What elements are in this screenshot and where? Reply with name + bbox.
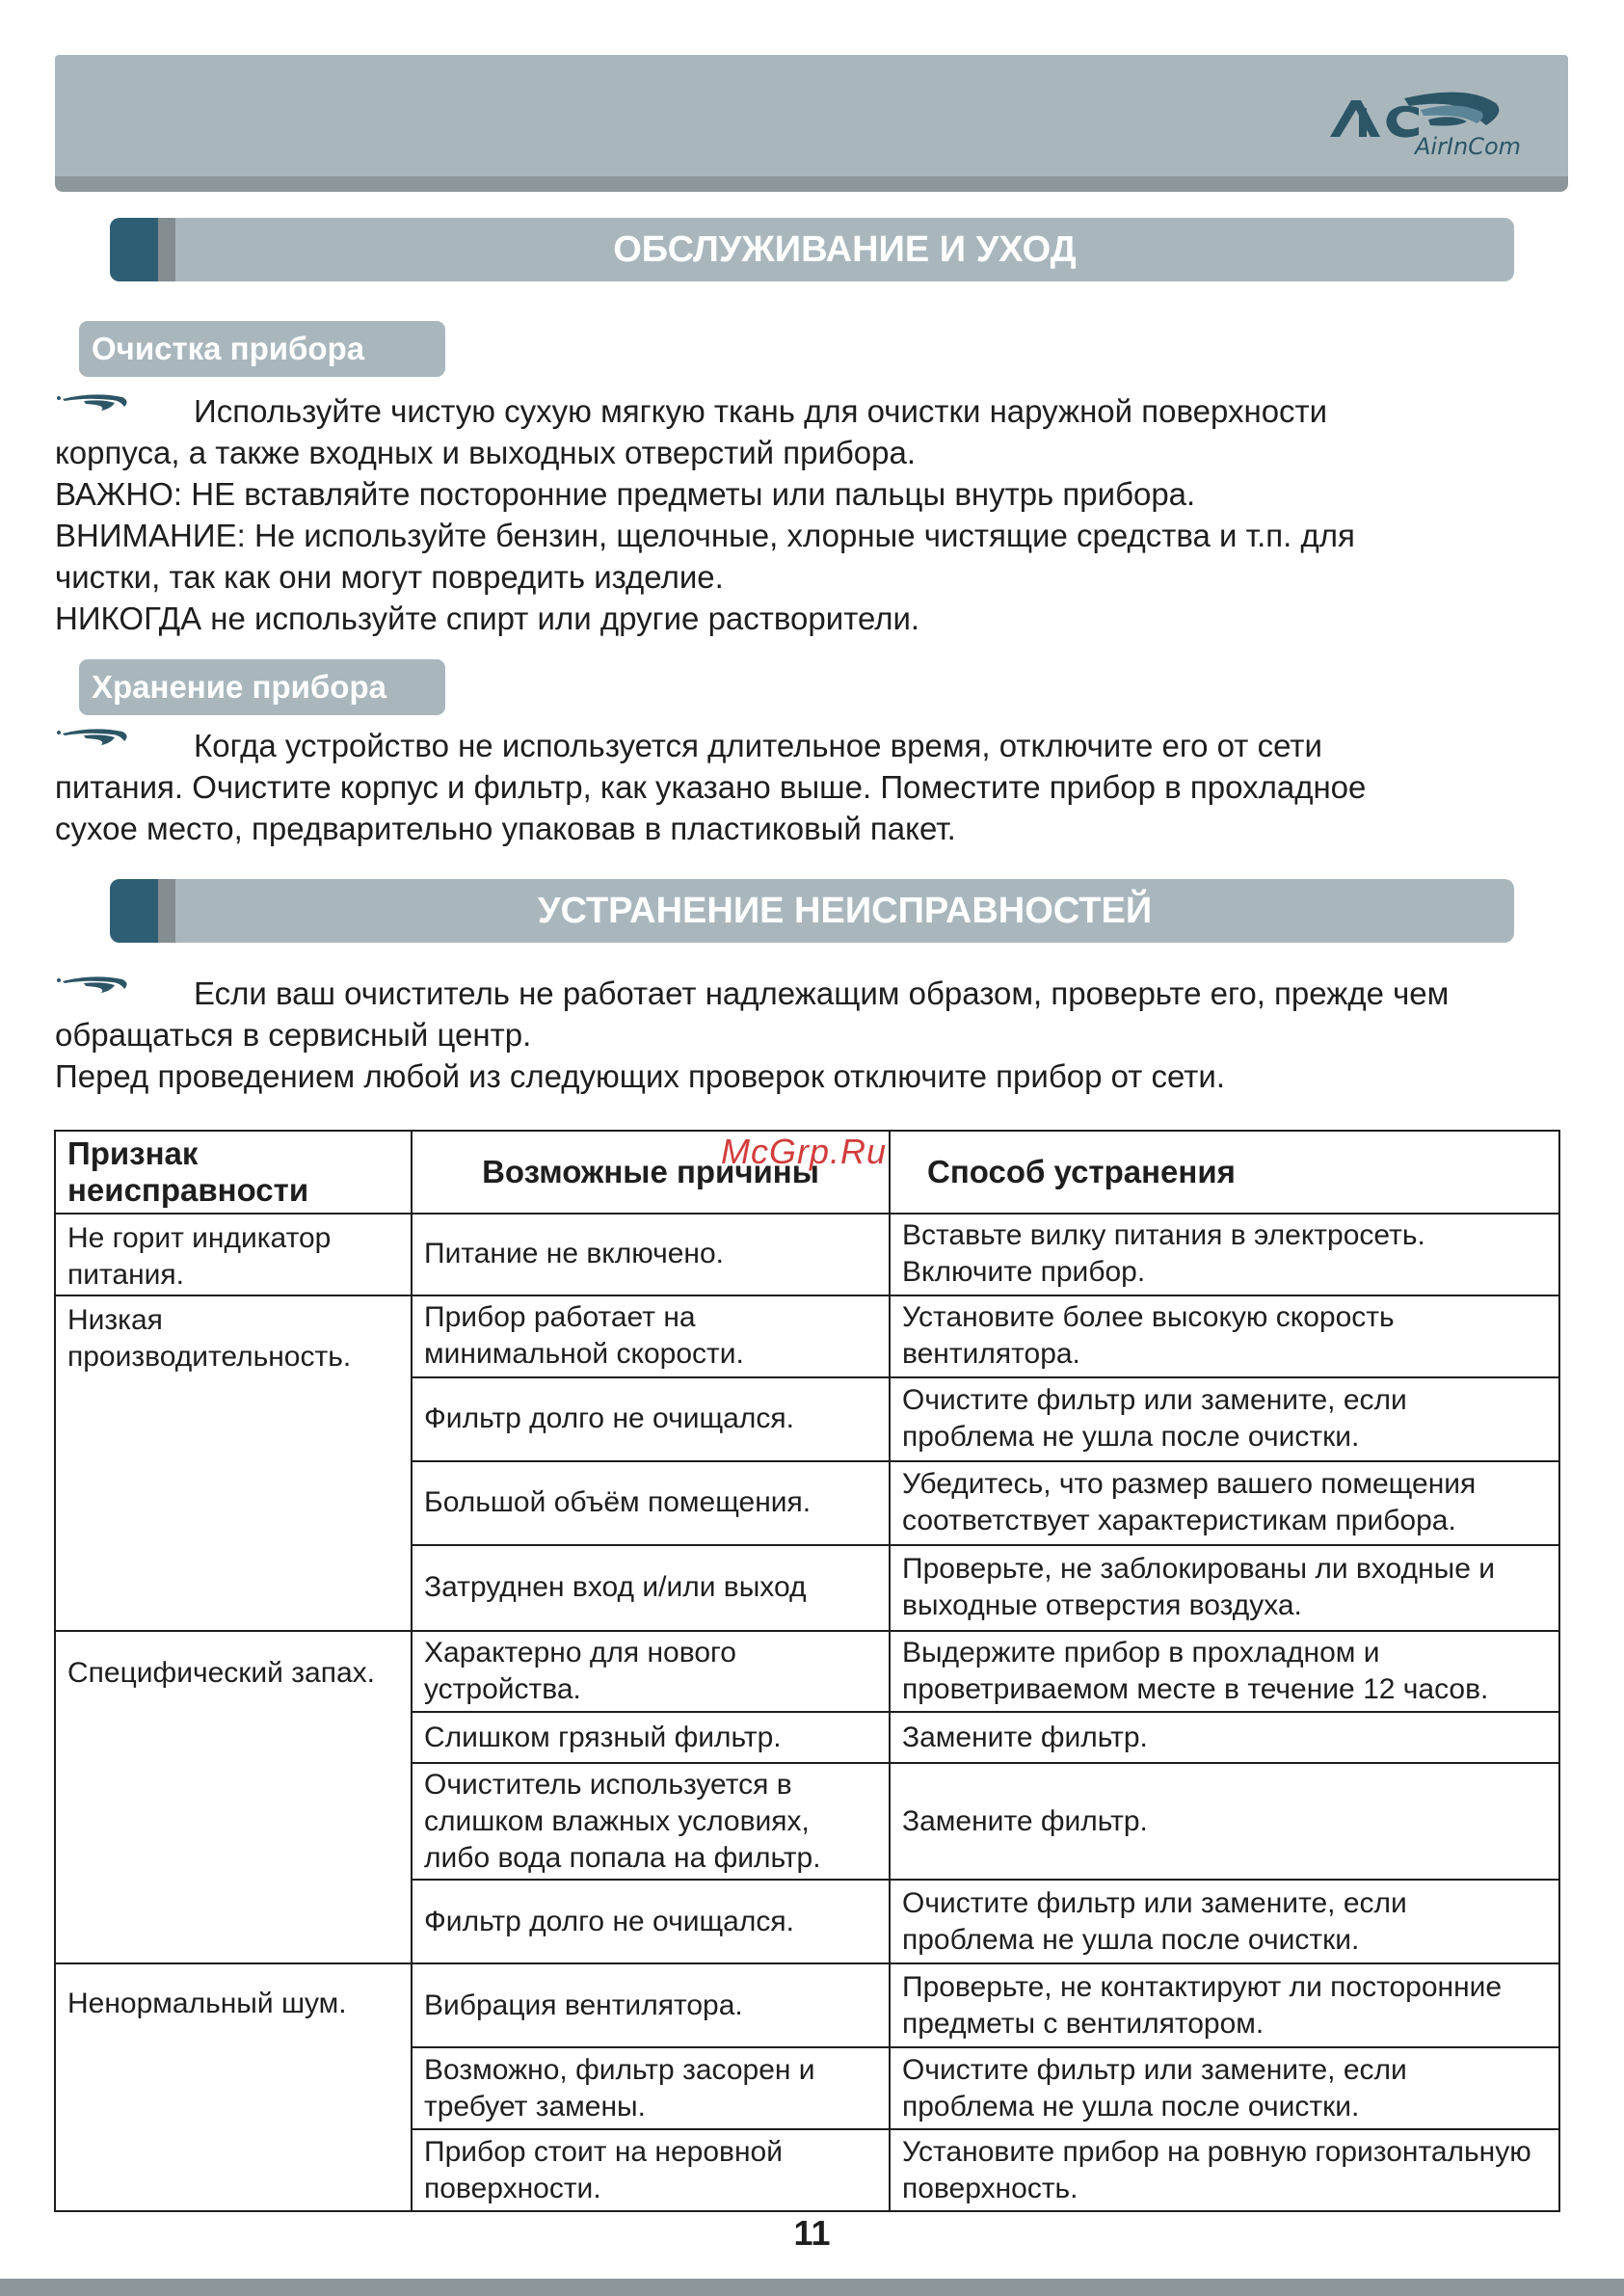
cause-cell: Прибор стоит на неровной поверхности. xyxy=(412,2129,890,2211)
bullet-swoosh-icon xyxy=(55,724,132,753)
brand-logo xyxy=(1313,79,1522,166)
footer-rule xyxy=(0,2279,1624,2296)
cause-cell: Характерно для нового устройства. xyxy=(412,1631,890,1713)
cleaning-line-5: чистки, так как они могут повредить изделие. xyxy=(55,559,724,595)
solution-cell: Выдержите прибор в прохладном и проветриваемом месте в течение 12 часов. xyxy=(890,1631,1559,1713)
solution-cell: Очистите фильтр или замените, если проблема не ушла после очистки. xyxy=(890,1880,1559,1963)
storage-line-1: Когда устройство не используется длительное время, отключите его от сети xyxy=(194,728,1322,763)
solution-cell: Проверьте, не контактируют ли посторонние предметы с вентилятором. xyxy=(890,1963,1559,2047)
title-accent-grey xyxy=(158,879,175,943)
intro-line-2: обращаться в сервисный центр. xyxy=(55,1017,532,1053)
table-row xyxy=(55,1214,1559,1295)
solution-cell: Замените фильтр. xyxy=(890,1712,1559,1763)
cleaning-heading: Очистка прибора xyxy=(79,321,445,377)
title-accent xyxy=(110,218,158,281)
cleaning-line-4: ВНИМАНИЕ: Не используйте бензин, щелочные, хлорные чистящие средства и т.п. для xyxy=(55,518,1355,553)
cleaning-line-2: корпуса, а также входных и выходных отверстий прибора. xyxy=(55,435,917,470)
solution-cell: Замените фильтр. xyxy=(890,1763,1559,1880)
solution-cell: Установите более высокую скорость вентилятора. xyxy=(890,1295,1559,1377)
storage-heading: Хранение прибора xyxy=(79,659,445,715)
bullet-swoosh-icon xyxy=(55,972,132,1001)
maintenance-title: ОБСЛУЖИВАНИЕ И УХОД xyxy=(613,229,1077,270)
cause-cell: Затруднен вход и/или выход xyxy=(412,1545,890,1631)
solution-cell: Очистите фильтр или замените, если проблема не ушла после очистки. xyxy=(890,1377,1559,1461)
troubleshooting-intro xyxy=(55,973,1578,1097)
cause-cell: Большой объём помещения. xyxy=(412,1461,890,1545)
cause-cell: Вибрация вентилятора. xyxy=(412,1963,890,2047)
storage-line-3: сухое место, предварительно упаковав в пластиковый пакет. xyxy=(55,811,956,846)
table-row xyxy=(55,1963,1559,2047)
table-row xyxy=(55,1631,1559,1713)
storage-text xyxy=(55,725,1578,849)
cleaning-line-3: ВАЖНО: НЕ вставляйте посторонние предметы или пальцы внутрь прибора. xyxy=(55,476,1196,512)
solution-cell: Убедитесь, что размер вашего помещения соответствует характеристикам прибора. xyxy=(890,1461,1559,1545)
cleaning-text xyxy=(55,390,1578,639)
header-causes: Возможные причины xyxy=(412,1131,890,1214)
cause-cell: Возможно, фильтр засорен и требует замены. xyxy=(412,2047,890,2129)
watermark: McGrp.Ru xyxy=(721,1132,888,1171)
page-number: 11 xyxy=(793,2213,831,2253)
solution-cell: Очистите фильтр или замените, если проблема не ушла после очистки. xyxy=(890,2047,1559,2129)
symptom-cell: Специфический запах. xyxy=(55,1631,412,1964)
cleaning-line-6: НИКОГДА не используйте спирт или другие растворители. xyxy=(55,601,920,636)
title-accent-grey xyxy=(158,218,175,281)
title-accent xyxy=(110,879,158,943)
cause-cell: Слишком грязный фильтр. xyxy=(412,1712,890,1763)
cleaning-line-1: Используйте чистую сухую мягкую ткань для очистки наружной поверхности xyxy=(194,393,1328,429)
table-row xyxy=(55,1295,1559,1377)
intro-line-1: Если ваш очиститель не работает надлежащим образом, проверьте его, прежде чем xyxy=(194,975,1450,1011)
cause-cell: Прибор работает на минимальной скорости. xyxy=(412,1295,890,1377)
symptom-cell: Не горит индикатор питания. xyxy=(55,1214,412,1295)
cause-cell: Очиститель используется в слишком влажных условиях, либо вода попала на фильтр. xyxy=(412,1763,890,1880)
solution-cell: Установите прибор на ровную горизонтальную поверхность. xyxy=(890,2129,1559,2211)
intro-line-3: Перед проведением любой из следующих проверок отключите прибор от сети. xyxy=(55,1058,1225,1094)
cause-cell: Фильтр долго не очищался. xyxy=(412,1377,890,1461)
maintenance-title-bar xyxy=(110,218,1514,281)
solution-cell: Проверьте, не заблокированы ли входные и выходные отверстия воздуха. xyxy=(890,1545,1559,1631)
troubleshooting-table xyxy=(54,1130,1560,2212)
troubleshooting-title: УСТРАНЕНИЕ НЕИСПРАВНОСТЕЙ xyxy=(537,891,1153,931)
header-solutions: Способ устранения xyxy=(890,1131,1559,1214)
symptom-cell: Низкая производительность. xyxy=(55,1295,412,1631)
header-underline xyxy=(55,176,1568,192)
storage-line-2: питания. Очистите корпус и фильтр, как указано выше. Поместите прибор в прохладное xyxy=(55,769,1367,805)
symptom-cell: Ненормальный шум. xyxy=(55,1963,412,2211)
solution-cell: Вставьте вилку питания в электросеть. Включите прибор. xyxy=(890,1214,1559,1295)
cause-cell: Питание не включено. xyxy=(412,1214,890,1295)
bullet-swoosh-icon xyxy=(55,389,132,418)
troubleshooting-title-bar xyxy=(110,879,1514,943)
logo-wordmark: AirInCom xyxy=(1415,133,1522,160)
cause-cell: Фильтр долго не очищался. xyxy=(412,1880,890,1963)
header-symptom: Признак неисправности xyxy=(55,1131,412,1214)
